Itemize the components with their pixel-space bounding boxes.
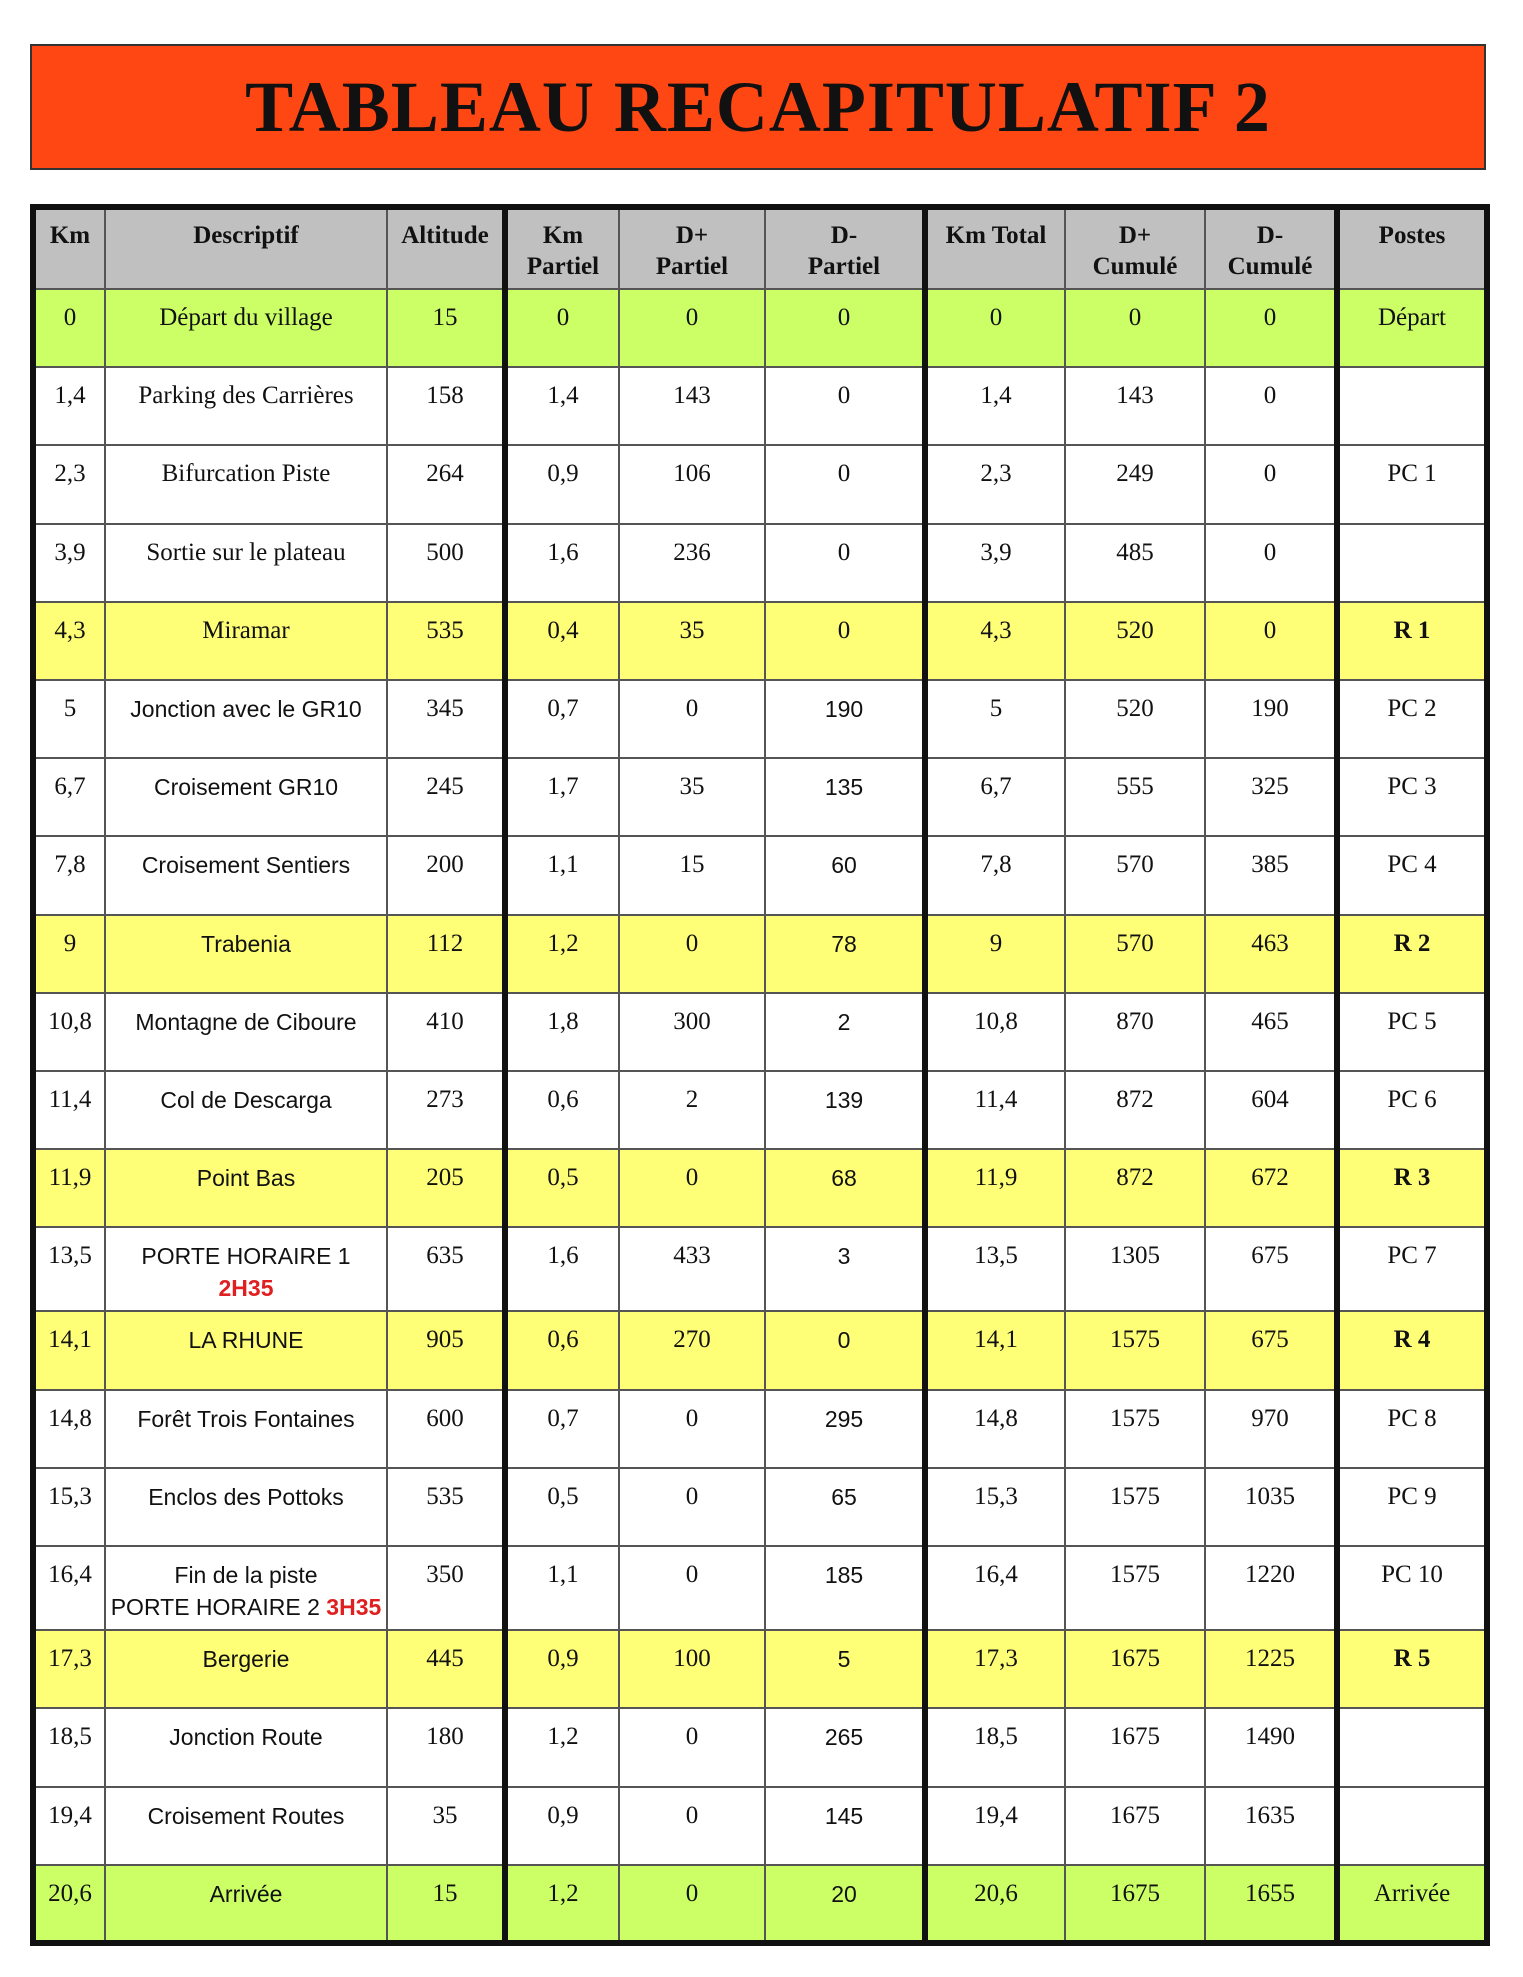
cell-descriptif: [105, 445, 387, 523]
cell-descriptif: [105, 1865, 387, 1943]
cell-km-partiel: 1,8: [505, 993, 619, 1071]
cell-descriptif: [105, 1390, 387, 1468]
cell-km-partiel: 0,5: [505, 1468, 619, 1546]
cell-km-total: 9: [925, 915, 1065, 993]
cell-altitude: 535: [387, 602, 505, 680]
cell-dplus-cumule: 520: [1065, 602, 1205, 680]
cell-km-total: 4,3: [925, 602, 1065, 680]
table-row: [33, 1227, 1487, 1311]
cell-altitude: 410: [387, 993, 505, 1071]
cell-dplus-partiel: 0: [619, 1546, 765, 1630]
cell-dplus-partiel: 100: [619, 1630, 765, 1708]
cell-dplus-cumule: 555: [1065, 758, 1205, 836]
header-dminus-cumule: D- Cumulé: [1205, 207, 1337, 289]
cell-poste: Arrivée: [1337, 1865, 1487, 1943]
cell-dplus-partiel: 0: [619, 680, 765, 758]
cell-dminus-partiel: 265: [765, 1708, 925, 1786]
cell-km-total: 2,3: [925, 445, 1065, 523]
cell-altitude: 200: [387, 836, 505, 914]
cell-descriptif: [105, 602, 387, 680]
cell-poste: R 5: [1337, 1630, 1487, 1708]
descriptif-text: Point Bas: [196, 1165, 296, 1192]
cell-altitude: 445: [387, 1630, 505, 1708]
cell-poste: R 3: [1337, 1149, 1487, 1227]
cell-km-total: 11,4: [925, 1071, 1065, 1149]
table-row: [33, 1390, 1487, 1468]
cell-poste: PC 1: [1337, 445, 1487, 523]
descriptif-extra-text: PORTE HORAIRE 2: [110, 1594, 327, 1621]
descriptif-text: Jonction avec le GR10: [130, 695, 362, 722]
cell-descriptif: [105, 1468, 387, 1546]
cell-descriptif: [105, 836, 387, 914]
cell-km-total: 16,4: [925, 1546, 1065, 1630]
cell-km: 6,7: [33, 758, 105, 836]
cell-dminus-cumule: 1490: [1205, 1708, 1337, 1786]
cell-dminus-partiel: 60: [765, 836, 925, 914]
cell-km-total: 14,1: [925, 1311, 1065, 1389]
cell-dminus-cumule: 465: [1205, 993, 1337, 1071]
cell-km: 18,5: [33, 1708, 105, 1786]
cell-descriptif: [105, 1227, 387, 1311]
cell-dminus-partiel: 68: [765, 1149, 925, 1227]
cell-poste: PC 3: [1337, 758, 1487, 836]
cell-poste: PC 6: [1337, 1071, 1487, 1149]
cell-altitude: 245: [387, 758, 505, 836]
cell-dminus-partiel: 135: [765, 758, 925, 836]
header-km: Km: [33, 207, 105, 289]
cell-altitude: 905: [387, 1311, 505, 1389]
cell-dplus-cumule: 1575: [1065, 1311, 1205, 1389]
cell-km-total: 17,3: [925, 1630, 1065, 1708]
header-km-partiel: Km Partiel: [505, 207, 619, 289]
cell-descriptif: [105, 758, 387, 836]
cell-km: 15,3: [33, 1468, 105, 1546]
cell-km-total: 3,9: [925, 524, 1065, 602]
cell-dplus-cumule: 1675: [1065, 1787, 1205, 1865]
descriptif-text: Montagne de Ciboure: [135, 1008, 357, 1035]
cell-km-partiel: 0,9: [505, 1630, 619, 1708]
cell-poste: R 2: [1337, 915, 1487, 993]
cell-poste: PC 5: [1337, 993, 1487, 1071]
header-descriptif: Descriptif: [105, 207, 387, 289]
cell-dplus-partiel: 270: [619, 1311, 765, 1389]
table-row: [33, 836, 1487, 914]
cell-km-partiel: 1,6: [505, 1227, 619, 1311]
cell-km: 16,4: [33, 1546, 105, 1630]
cell-dminus-cumule: 190: [1205, 680, 1337, 758]
cell-dplus-cumule: 1305: [1065, 1227, 1205, 1311]
descriptif-text: Sortie sur le plateau: [146, 538, 346, 566]
descriptif-text: Fin de la piste: [174, 1562, 318, 1589]
cell-km-partiel: 1,2: [505, 915, 619, 993]
cell-altitude: 635: [387, 1227, 505, 1311]
table-row: [33, 367, 1487, 445]
cell-km-partiel: 0: [505, 289, 619, 367]
descriptif-text: Forêt Trois Fontaines: [137, 1405, 355, 1432]
cell-dminus-partiel: 295: [765, 1390, 925, 1468]
cell-descriptif: [105, 915, 387, 993]
table-row: [33, 1708, 1487, 1786]
cell-dminus-partiel: 5: [765, 1630, 925, 1708]
cell-km-partiel: 1,2: [505, 1865, 619, 1943]
cell-descriptif: [105, 680, 387, 758]
table-row: [33, 1311, 1487, 1389]
header-altitude: Altitude: [387, 207, 505, 289]
cell-dplus-partiel: 0: [619, 915, 765, 993]
cell-dplus-partiel: 300: [619, 993, 765, 1071]
cell-dplus-partiel: 143: [619, 367, 765, 445]
cell-altitude: 180: [387, 1708, 505, 1786]
cell-dplus-cumule: 570: [1065, 915, 1205, 993]
descriptif-text: LA RHUNE: [188, 1327, 304, 1354]
cell-km-total: 13,5: [925, 1227, 1065, 1311]
cell-dplus-cumule: 249: [1065, 445, 1205, 523]
cell-km: 11,4: [33, 1071, 105, 1149]
cell-dminus-cumule: 1035: [1205, 1468, 1337, 1546]
cell-descriptif: [105, 993, 387, 1071]
cell-km: 10,8: [33, 993, 105, 1071]
cell-altitude: 205: [387, 1149, 505, 1227]
cell-dminus-partiel: 145: [765, 1787, 925, 1865]
cell-km: 19,4: [33, 1787, 105, 1865]
cell-km-total: 15,3: [925, 1468, 1065, 1546]
table-row: [33, 993, 1487, 1071]
cell-poste: Départ: [1337, 289, 1487, 367]
cell-dplus-partiel: 433: [619, 1227, 765, 1311]
cell-dminus-partiel: 139: [765, 1071, 925, 1149]
descriptif-text: Trabenia: [201, 930, 291, 957]
cell-altitude: 500: [387, 524, 505, 602]
table-row: [33, 445, 1487, 523]
cell-km: 5: [33, 680, 105, 758]
cell-dplus-cumule: 570: [1065, 836, 1205, 914]
cell-descriptif: [105, 524, 387, 602]
header-postes: Postes: [1337, 207, 1487, 289]
table-row: [33, 1865, 1487, 1943]
cell-altitude: 600: [387, 1390, 505, 1468]
cell-dminus-cumule: 970: [1205, 1390, 1337, 1468]
cell-km: 17,3: [33, 1630, 105, 1708]
descriptif-text: Arrivée: [209, 1880, 283, 1907]
cell-dminus-cumule: 1220: [1205, 1546, 1337, 1630]
table-row: [33, 680, 1487, 758]
cell-km: 4,3: [33, 602, 105, 680]
header-dplus-cumule: D+ Cumulé: [1065, 207, 1205, 289]
cell-km-total: 18,5: [925, 1708, 1065, 1786]
cell-descriptif: [105, 1071, 387, 1149]
descriptif-text: Jonction Route: [169, 1724, 323, 1751]
table-row: [33, 1546, 1487, 1630]
cell-dminus-partiel: 78: [765, 915, 925, 993]
cell-km-total: 20,6: [925, 1865, 1065, 1943]
cell-dplus-partiel: 2: [619, 1071, 765, 1149]
cell-dplus-cumule: 1575: [1065, 1546, 1205, 1630]
cell-poste: [1337, 1787, 1487, 1865]
cell-dplus-partiel: 0: [619, 289, 765, 367]
cell-dplus-partiel: 35: [619, 758, 765, 836]
cell-km-total: 11,9: [925, 1149, 1065, 1227]
cell-km-partiel: 1,1: [505, 1546, 619, 1630]
cell-dminus-partiel: 0: [765, 524, 925, 602]
descriptif-text: Croisement GR10: [153, 774, 339, 801]
cell-dminus-partiel: 3: [765, 1227, 925, 1311]
cell-dplus-cumule: 872: [1065, 1071, 1205, 1149]
cell-km: 11,9: [33, 1149, 105, 1227]
cell-km: 14,1: [33, 1311, 105, 1389]
cell-km: 13,5: [33, 1227, 105, 1311]
cell-dminus-partiel: 0: [765, 289, 925, 367]
cell-km-partiel: 1,4: [505, 367, 619, 445]
cell-km: 7,8: [33, 836, 105, 914]
descriptif-text: Croisement Routes: [147, 1802, 345, 1829]
header-dminus-partiel: D- Partiel: [765, 207, 925, 289]
cell-descriptif: [105, 1546, 387, 1630]
cell-km-total: 6,7: [925, 758, 1065, 836]
cell-km-partiel: 0,9: [505, 445, 619, 523]
time-barrier: 3H35: [326, 1594, 382, 1621]
cell-km-partiel: 1,6: [505, 524, 619, 602]
descriptif-text: Enclos des Pottoks: [148, 1483, 344, 1510]
cell-dminus-cumule: 325: [1205, 758, 1337, 836]
cell-dminus-partiel: 0: [765, 1311, 925, 1389]
cell-dminus-partiel: 20: [765, 1865, 925, 1943]
cell-dplus-cumule: 870: [1065, 993, 1205, 1071]
cell-dplus-partiel: 236: [619, 524, 765, 602]
cell-km: 1,4: [33, 367, 105, 445]
table-row: [33, 289, 1487, 367]
cell-altitude: 264: [387, 445, 505, 523]
table-row: [33, 1468, 1487, 1546]
cell-altitude: 535: [387, 1468, 505, 1546]
cell-km-partiel: 0,9: [505, 1787, 619, 1865]
cell-km-partiel: 0,7: [505, 680, 619, 758]
cell-descriptif: [105, 1149, 387, 1227]
table-row: [33, 1787, 1487, 1865]
header-km-total: Km Total: [925, 207, 1065, 289]
descriptif-text: PORTE HORAIRE 1: [141, 1243, 351, 1270]
cell-dminus-cumule: 0: [1205, 602, 1337, 680]
cell-dminus-cumule: 675: [1205, 1227, 1337, 1311]
cell-km-total: 5: [925, 680, 1065, 758]
cell-dplus-cumule: 520: [1065, 680, 1205, 758]
cell-dplus-cumule: 1575: [1065, 1390, 1205, 1468]
descriptif-text: Départ du village: [159, 304, 333, 331]
cell-km: 3,9: [33, 524, 105, 602]
cell-dminus-cumule: 0: [1205, 289, 1337, 367]
cell-dplus-cumule: 1675: [1065, 1630, 1205, 1708]
cell-descriptif: [105, 289, 387, 367]
cell-km-partiel: 0,5: [505, 1149, 619, 1227]
cell-altitude: 345: [387, 680, 505, 758]
cell-km-total: 10,8: [925, 993, 1065, 1071]
cell-dplus-partiel: 106: [619, 445, 765, 523]
cell-descriptif: [105, 1708, 387, 1786]
cell-altitude: 112: [387, 915, 505, 993]
cell-poste: [1337, 524, 1487, 602]
cell-km-partiel: 1,2: [505, 1708, 619, 1786]
cell-km: 2,3: [33, 445, 105, 523]
cell-poste: R 4: [1337, 1311, 1487, 1389]
cell-dminus-cumule: 1635: [1205, 1787, 1337, 1865]
cell-dplus-cumule: 872: [1065, 1149, 1205, 1227]
cell-km: 20,6: [33, 1865, 105, 1943]
cell-dplus-partiel: 0: [619, 1865, 765, 1943]
cell-dplus-partiel: 0: [619, 1149, 765, 1227]
cell-dplus-partiel: 35: [619, 602, 765, 680]
cell-dminus-cumule: 0: [1205, 445, 1337, 523]
cell-dminus-partiel: 0: [765, 602, 925, 680]
cell-dminus-partiel: 2: [765, 993, 925, 1071]
cell-km-total: 0: [925, 289, 1065, 367]
descriptif-text: Parking des Carrières: [138, 382, 354, 410]
cell-km: 14,8: [33, 1390, 105, 1468]
cell-dminus-cumule: 675: [1205, 1311, 1337, 1389]
table-row: [33, 602, 1487, 680]
cell-km: 9: [33, 915, 105, 993]
cell-dminus-cumule: 0: [1205, 524, 1337, 602]
cell-km: 0: [33, 289, 105, 367]
cell-km-total: 19,4: [925, 1787, 1065, 1865]
table-row: [33, 1071, 1487, 1149]
cell-altitude: 273: [387, 1071, 505, 1149]
cell-dplus-cumule: 1675: [1065, 1708, 1205, 1786]
descriptif-text: Bifurcation Piste: [161, 460, 331, 488]
cell-poste: R 1: [1337, 602, 1487, 680]
cell-dminus-partiel: 65: [765, 1468, 925, 1546]
cell-dminus-cumule: 385: [1205, 836, 1337, 914]
descriptif-text: Croisement Sentiers: [141, 852, 351, 879]
cell-dplus-partiel: 0: [619, 1390, 765, 1468]
cell-poste: [1337, 367, 1487, 445]
cell-dminus-partiel: 0: [765, 367, 925, 445]
cell-dminus-cumule: 604: [1205, 1071, 1337, 1149]
cell-dminus-partiel: 190: [765, 680, 925, 758]
cell-dplus-cumule: 1575: [1065, 1468, 1205, 1546]
header-row: [33, 207, 1487, 289]
cell-dplus-partiel: 0: [619, 1787, 765, 1865]
cell-descriptif: [105, 1311, 387, 1389]
cell-dplus-partiel: 0: [619, 1708, 765, 1786]
cell-dplus-cumule: 1675: [1065, 1865, 1205, 1943]
cell-poste: PC 10: [1337, 1546, 1487, 1630]
cell-dplus-cumule: 0: [1065, 289, 1205, 367]
cell-dminus-cumule: 1225: [1205, 1630, 1337, 1708]
cell-km-partiel: 0,6: [505, 1071, 619, 1149]
cell-descriptif: [105, 367, 387, 445]
cell-km-total: 14,8: [925, 1390, 1065, 1468]
cell-km-total: 1,4: [925, 367, 1065, 445]
recap-table: [30, 204, 1490, 1946]
cell-km-partiel: 1,1: [505, 836, 619, 914]
table-row: [33, 1630, 1487, 1708]
cell-km-partiel: 0,6: [505, 1311, 619, 1389]
cell-km-partiel: 0,4: [505, 602, 619, 680]
cell-descriptif: [105, 1787, 387, 1865]
descriptif-text: Bergerie: [202, 1646, 290, 1673]
cell-dminus-cumule: 672: [1205, 1149, 1337, 1227]
table-row: [33, 524, 1487, 602]
table-row: [33, 1149, 1487, 1227]
cell-altitude: 15: [387, 1865, 505, 1943]
cell-dplus-cumule: 485: [1065, 524, 1205, 602]
page-title: TABLEAU RECAPITULATIF 2: [245, 66, 1271, 147]
table-row: [33, 915, 1487, 993]
cell-poste: [1337, 1708, 1487, 1786]
cell-dminus-partiel: 185: [765, 1546, 925, 1630]
cell-altitude: 158: [387, 367, 505, 445]
table-row: [33, 758, 1487, 836]
descriptif-text: Miramar: [202, 616, 290, 644]
cell-dminus-partiel: 0: [765, 445, 925, 523]
cell-poste: PC 8: [1337, 1390, 1487, 1468]
cell-altitude: 35: [387, 1787, 505, 1865]
cell-dminus-cumule: 463: [1205, 915, 1337, 993]
cell-dplus-partiel: 0: [619, 1468, 765, 1546]
time-barrier: 2H35: [218, 1275, 274, 1302]
cell-poste: PC 2: [1337, 680, 1487, 758]
title-banner: [30, 44, 1486, 170]
cell-poste: PC 4: [1337, 836, 1487, 914]
cell-km-total: 7,8: [925, 836, 1065, 914]
header-dplus-partiel: D+ Partiel: [619, 207, 765, 289]
cell-km-partiel: 1,7: [505, 758, 619, 836]
cell-km-partiel: 0,7: [505, 1390, 619, 1468]
cell-poste: PC 9: [1337, 1468, 1487, 1546]
cell-altitude: 350: [387, 1546, 505, 1630]
cell-dplus-partiel: 15: [619, 836, 765, 914]
cell-dplus-cumule: 143: [1065, 367, 1205, 445]
cell-poste: PC 7: [1337, 1227, 1487, 1311]
cell-dminus-cumule: 0: [1205, 367, 1337, 445]
descriptif-text: Col de Descarga: [160, 1086, 332, 1113]
cell-altitude: 15: [387, 289, 505, 367]
cell-dminus-cumule: 1655: [1205, 1865, 1337, 1943]
cell-descriptif: [105, 1630, 387, 1708]
